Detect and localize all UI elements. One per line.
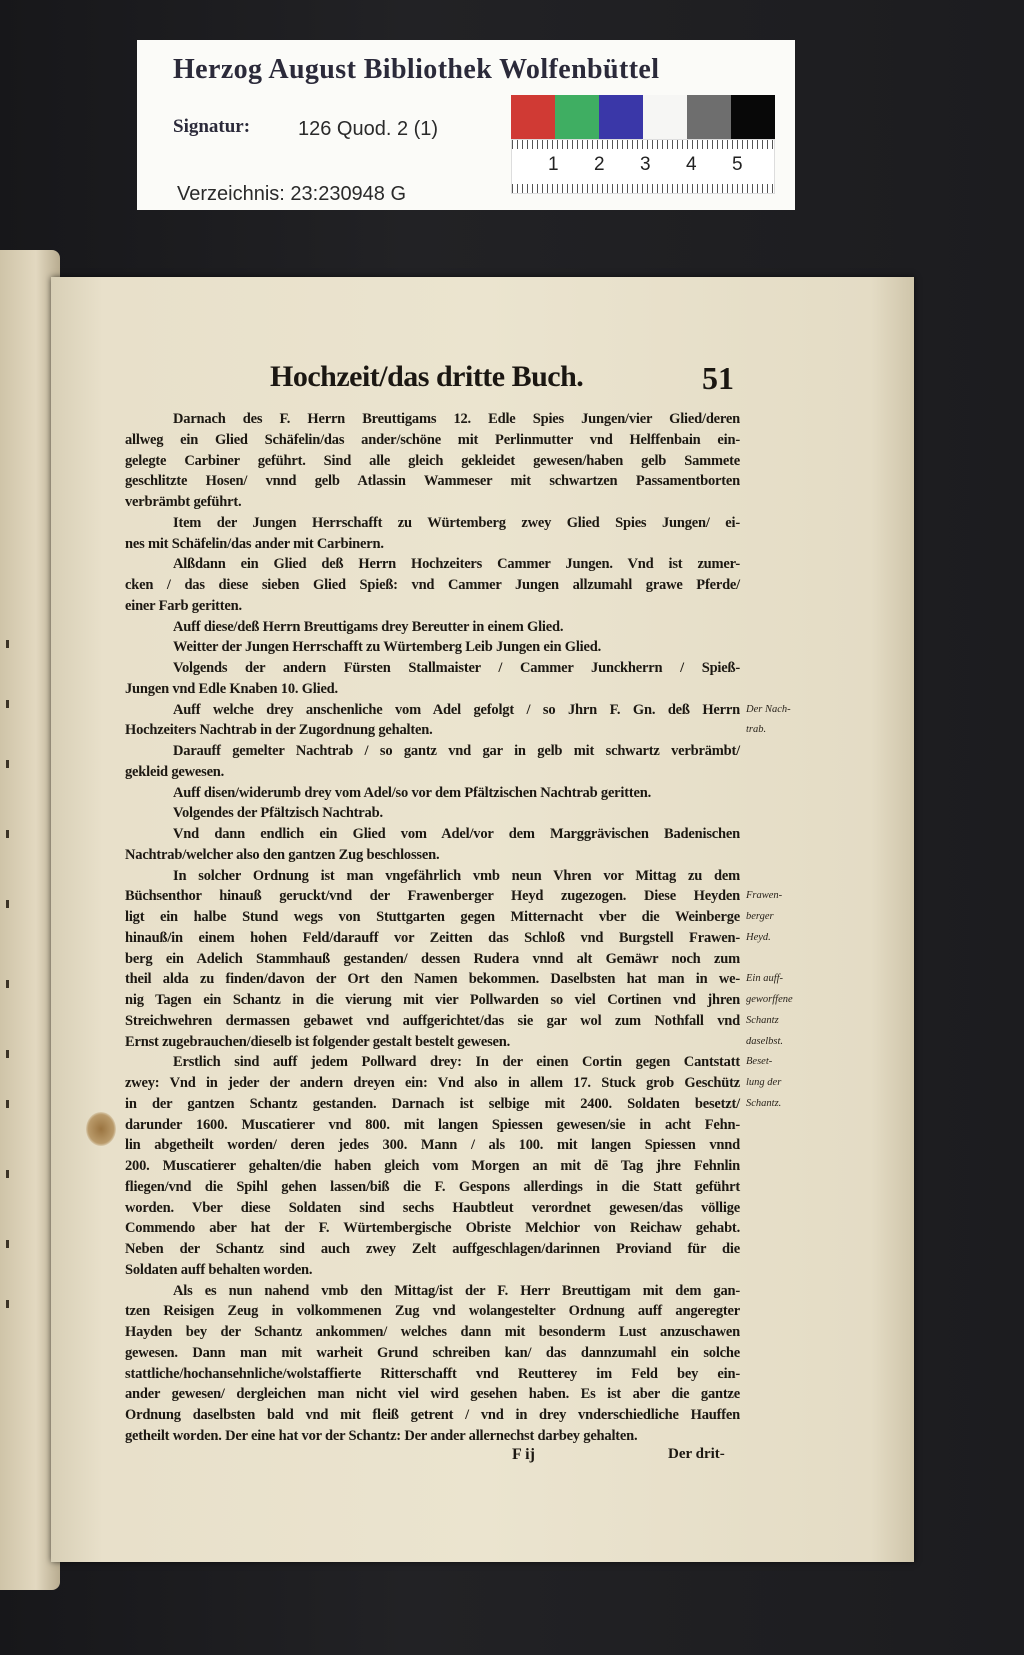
text-line: Hochzeiters Nachtrab in der Zugordnung gehalten. <box>125 722 433 739</box>
running-title: Hochzeit/das dritte Buch. <box>270 360 584 393</box>
text-line: Als es nun nahend vmb den Mittag/ist der F. Herr Breuttigam mit dem gan- <box>173 1282 740 1299</box>
color-swatch <box>599 95 643 139</box>
text-line: Nachtrab/welcher also den gantzen Zug beschlossen. <box>125 846 440 863</box>
text-line: Neben der Schantz sind auch zwey Zelt auffgeschlagen/darinnen Proviand für die <box>125 1241 740 1257</box>
text-line: Jungen vnd Edle Knaben 10. Glied. <box>125 680 338 697</box>
text-line: Auff disen/widerumb drey vom Adel/so vor dem Pfältzischen Nachtrab geritten. <box>173 784 652 801</box>
body-text <box>125 409 740 1447</box>
library-name: Herzog August Bibliothek Wolfenbüttel <box>173 54 660 85</box>
text-line: Ordnung daselbsten bald vnd mit fleiß getrent / vnd in drey vnderschiedliche Hauffen <box>125 1407 740 1423</box>
text-line: Alßdann ein Glied deß Herrn Hochzeiters Cammer Jungen. Vnd ist zumer- <box>173 556 740 573</box>
ruler-number: 1 <box>548 154 559 175</box>
text-line: nig Tagen ein Schantz in die vierung mit vier Pollwarden so viel Cortinen vnd jhren <box>125 992 740 1008</box>
text-line: zwey: Vnd in jeder der andern dreyen ein: Vnd also in allem 17. Stuck grob Geschütz <box>125 1075 740 1091</box>
text-line: gewesen. Dann man mit warheit Grund schreiben kan/ das dannzumahl ein solche <box>125 1344 740 1361</box>
margin-note: lung der <box>746 1077 782 1088</box>
text-line: Volgends der andern Fürsten Stallmaister / Cammer Junckherrn / Spieß- <box>173 660 740 676</box>
text-line: Ernst zugebrauchen/dieselb ist folgender gestalt bestelt gewesen. <box>125 1033 511 1050</box>
signatur-value: 126 Quod. 2 (1) <box>298 118 439 140</box>
text-line: getheilt worden. Der eine hat vor der Schantz: Der ander allernechst darbey gehalten. <box>125 1427 638 1444</box>
color-swatch <box>555 95 599 139</box>
text-line: Item der Jungen Herrschafft zu Würtemberg zwey Glied Spies Jungen/ ei- <box>173 514 740 531</box>
text-line: Erstlich sind auff jedem Pollward drey: In der einen Cortin gegen Cantstatt <box>173 1054 740 1071</box>
text-line: Auff diese/deß Herrn Breuttigams drey Bereutter in einem Glied. <box>173 618 564 635</box>
text-line: berg ein Adelich Stammhauß gestanden/ dessen Rudera vnnd alt Gemäwr noch zum <box>125 950 740 967</box>
color-swatch <box>687 95 731 139</box>
text-line: stattliche/hochansehnliche/wolstaffierte Ritterschafft vnd Reutterey im Feld bey ein- <box>125 1365 740 1382</box>
facing-page-text-fragment <box>6 640 9 648</box>
ruler-number: 5 <box>732 154 743 175</box>
margin-note: Frawen- <box>746 890 783 902</box>
text-line: gekleid gewesen. <box>125 763 225 780</box>
text-line: ander gewesen/ dergleichen man nicht viel wird gesehen haben. Es ist aber die gantze <box>125 1386 740 1403</box>
facing-page-text-fragment <box>6 760 9 768</box>
text-line: Darnach des F. Herrn Breuttigams 12. Edle Spies Jungen/vier Glied/deren <box>173 411 740 427</box>
facing-page-text-fragment <box>6 1240 9 1248</box>
scale-ruler <box>511 139 775 194</box>
color-swatch <box>643 95 687 139</box>
margin-note: Heyd. <box>746 931 771 943</box>
facing-page-text-fragment <box>6 900 9 908</box>
text-line: Büchsenthor hinauß geruckt/vnd der Frawenberger Heyd zugezogen. Diese Heyden <box>125 888 740 905</box>
signature-mark: F ij <box>512 1446 535 1463</box>
margin-note: Der Nach- <box>746 703 791 715</box>
ruler-number: 4 <box>686 154 697 175</box>
margin-note: daselbst. <box>746 1035 784 1047</box>
margin-note: Schantz. <box>746 1097 782 1109</box>
text-line: Commendo aber hat der F. Würtembergische Obriste Melchior von Reichaw gehabt. <box>125 1220 740 1237</box>
text-line: 200. Muscatierer gehalten/die haben gleich vom Morgen an mit dē Tag jhre Fehnlin <box>125 1158 740 1174</box>
color-swatch <box>511 95 555 139</box>
facing-page-text-fragment <box>6 700 9 708</box>
text-line: in der gantzen Schantz gestanden. Darnach ist selbige mit 2400. Soldaten besetzt/ <box>125 1095 740 1112</box>
text-line: Soldaten auff behalten worden. <box>125 1261 313 1278</box>
text-line: gelegte Carbiner geführt. Sind alle gleich gekleidet gewesen/haben gelb Sammete <box>125 452 740 469</box>
text-line: Darauff gemelter Nachtrab / so gantz vnd gar in gelb mit schwartz verbrämbt/ <box>173 743 740 759</box>
margin-note: berger <box>746 911 774 922</box>
text-line: tzen Reisigen Zeug in volkommenen Zug vnd wolangestelter Ordnung auff angeregter <box>125 1303 740 1320</box>
text-line: ligt ein halbe Stund wegs von Stuttgarten gegen Mitternacht vber die Weinberge <box>125 909 740 925</box>
facing-page-text-fragment <box>6 1300 9 1308</box>
verzeichnis-number: Verzeichnis: 23:230948 G <box>177 183 407 205</box>
text-line: Weitter der Jungen Herrschafft zu Würtemberg Leib Jungen ein Glied. <box>173 639 602 656</box>
text-line: cken / das diese sieben Glied Spieß: vnd Cammer Jungen allzumahl grawe Pferde/ <box>125 577 740 593</box>
margin-note: geworffene <box>746 994 793 1005</box>
text-line: fliegen/vnd die Spihl gehen lassen/biß die F. Gespons allerdings in die Statt geführt <box>125 1178 740 1195</box>
text-line: verbrämbt geführt. <box>125 494 242 510</box>
catchword: Der drit- <box>668 1446 725 1462</box>
text-line: Streichwehren dermassen gebawet vnd auffgerichtet/das sie gar wol zum Nothfall vnd <box>125 1012 740 1029</box>
text-line: Auff welche drey anschenliche vom Adel gefolgt / so Jhrn F. Gn. deß Herrn <box>173 701 740 718</box>
text-line: Hayden bey der Schantz ankommen/ welches dann mit besonderm Lust anzuschawen <box>125 1324 740 1340</box>
facing-page-text-fragment <box>6 830 9 838</box>
text-line: Volgendes der Pfältzisch Nachtrab. <box>173 805 383 822</box>
text-line: allweg ein Glied Schäfelin/das ander/schöne mit Perlinmutter vnd Helffenbain ein- <box>125 431 740 448</box>
text-line: einer Farb geritten. <box>125 597 242 614</box>
facing-page-text-fragment <box>6 980 9 988</box>
ruler-number: 2 <box>594 154 605 175</box>
color-calibration-chart <box>511 95 775 139</box>
text-line: hinauß/in einem hohen Feld/darauff vor Zeitten das Schloß vnd Burgstell Frawen- <box>125 929 740 946</box>
facing-page-text-fragment <box>6 1170 9 1178</box>
text-line: nes mit Schäfelin/das ander mit Carbinern. <box>125 535 384 552</box>
margin-note: trab. <box>746 724 767 736</box>
margin-note: Ein auff- <box>746 973 784 985</box>
color-swatch <box>731 95 775 139</box>
facing-page-text-fragment <box>6 1050 9 1058</box>
ruler-number: 3 <box>640 154 651 175</box>
text-line: darunder 1600. Muscatierer vnd 800. mit langen Spiessen gewesen/sie in acht Fehn- <box>125 1116 740 1133</box>
text-line: geschlitzte Hosen/ vnnd gelb Atlassin Wammeser mit schwartzen Passamentborten <box>125 473 740 490</box>
margin-note: Beset- <box>746 1056 773 1068</box>
page-number: 51 <box>702 360 734 396</box>
text-line: theil alda zu finden/davon der Ort den Namen bekommen. Daselbsten hat man in we- <box>125 971 740 988</box>
facing-page-text-fragment <box>6 1100 9 1108</box>
text-line: worden. Vber diese Soldaten sind sechs Haubtleut verordnet gewesen/das völlige <box>125 1199 740 1216</box>
library-label-card <box>137 40 795 210</box>
margin-note: Schantz <box>746 1014 779 1026</box>
paper-stain <box>86 1112 116 1146</box>
text-line: lin abgetheilt worden/ deren jedes 300. Mann / als 100. mit langen Spiessen vnnd <box>125 1137 740 1154</box>
text-line: Vnd dann endlich ein Glied vom Adel/vor dem Marggrävischen Badenischen <box>173 826 740 842</box>
signatur-label: Signatur: <box>173 116 251 137</box>
text-line: In solcher Ordnung ist man vngefährlich vmb neun Vhren vor Mittag zu dem <box>173 867 740 884</box>
